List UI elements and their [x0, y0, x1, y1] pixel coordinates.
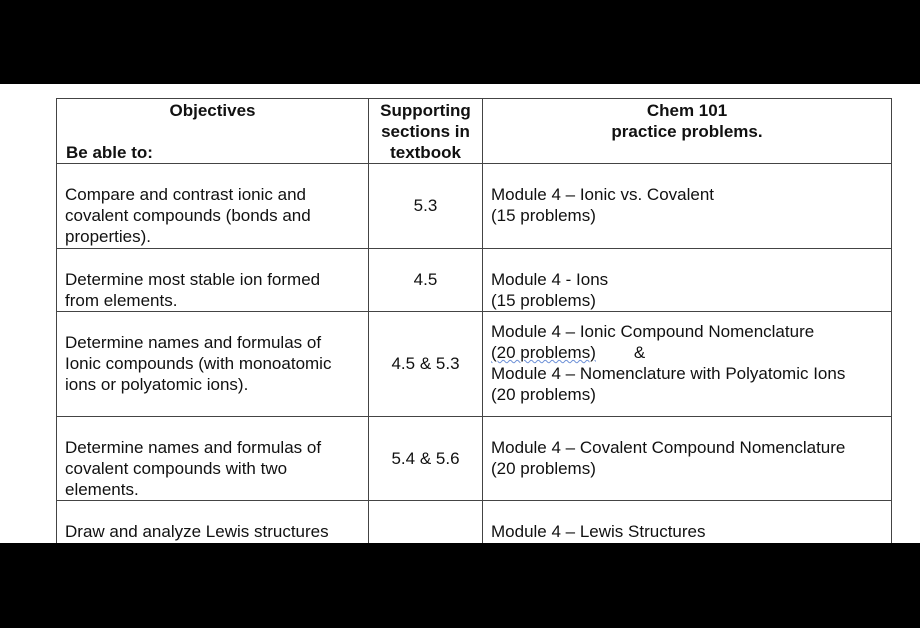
module-line: Module 4 – Lewis Structures — [491, 522, 706, 541]
letterbox-top — [0, 0, 920, 84]
objective-cell — [57, 501, 369, 544]
module-line: (20 problems) — [491, 385, 596, 404]
table-row — [57, 501, 892, 544]
header-sections-line: Supporting — [380, 101, 471, 120]
objective-line: Determine most stable ion formed — [65, 270, 321, 289]
objective-line: Ionic compounds (with monoatomic — [65, 354, 332, 373]
section-cell: 5.3 — [369, 164, 483, 249]
header-practice-problems — [483, 99, 892, 164]
module-cell — [483, 417, 892, 501]
module-cell — [483, 164, 892, 249]
ampersand: & — [633, 343, 646, 362]
header-sections-line: textbook — [390, 143, 461, 162]
objective-line: from elements. — [65, 291, 178, 310]
header-be-able-to: Be able to: — [66, 143, 153, 162]
section-cell: 4.5 — [369, 249, 483, 312]
objective-line: properties). — [65, 227, 151, 246]
objective-line: covalent compounds with two — [65, 459, 288, 478]
objectives-table — [56, 98, 892, 543]
module-line: Module 4 - Ions — [491, 270, 609, 289]
objective-line: covalent compounds (bonds and — [65, 206, 311, 225]
header-objectives — [57, 99, 369, 164]
module-line: Module 4 – Covalent Compound Nomenclature — [491, 438, 846, 457]
objective-cell — [57, 249, 369, 312]
header-sections-line: sections in — [381, 122, 470, 141]
module-line: Module 4 – Nomenclature with Polyatomic Ions — [491, 364, 846, 383]
module-line: Module 4 – Ionic vs. Covalent — [491, 185, 715, 204]
letterbox-bottom — [0, 543, 920, 628]
objective-line: ions or polyatomic ions). — [65, 375, 249, 394]
section-cell — [369, 501, 483, 544]
document-page — [0, 84, 920, 543]
module-line: (20 problems) — [491, 343, 596, 362]
module-cell — [483, 249, 892, 312]
module-cell — [483, 501, 892, 544]
table-row — [57, 249, 892, 312]
section-cell: 4.5 & 5.3 — [369, 312, 483, 417]
section-cell: 5.4 & 5.6 — [369, 417, 483, 501]
header-problems-line: Chem 101 — [646, 101, 728, 120]
objective-line: elements. — [65, 480, 139, 499]
objective-line: Compare and contrast ionic and — [65, 185, 306, 204]
objective-cell — [57, 164, 369, 249]
table-row — [57, 312, 892, 417]
table-header-row — [57, 99, 892, 164]
header-problems-line: practice problems. — [611, 122, 763, 141]
table-row — [57, 417, 892, 501]
header-sections — [369, 99, 483, 164]
module-line: (15 problems) — [491, 206, 596, 225]
objective-cell — [57, 312, 369, 417]
table-row — [57, 164, 892, 249]
objective-line: Determine names and formulas of — [65, 438, 322, 457]
objective-line: Draw and analyze Lewis structures — [65, 522, 329, 541]
objective-line: Determine names and formulas of — [65, 333, 322, 352]
module-line-group — [491, 342, 883, 363]
objective-cell — [57, 417, 369, 501]
module-line: (20 problems) — [491, 459, 596, 478]
module-cell — [483, 312, 892, 417]
module-line: Module 4 – Ionic Compound Nomenclature — [491, 322, 815, 341]
module-line: (15 problems) — [491, 291, 596, 310]
header-objectives-title: Objectives — [169, 101, 256, 120]
